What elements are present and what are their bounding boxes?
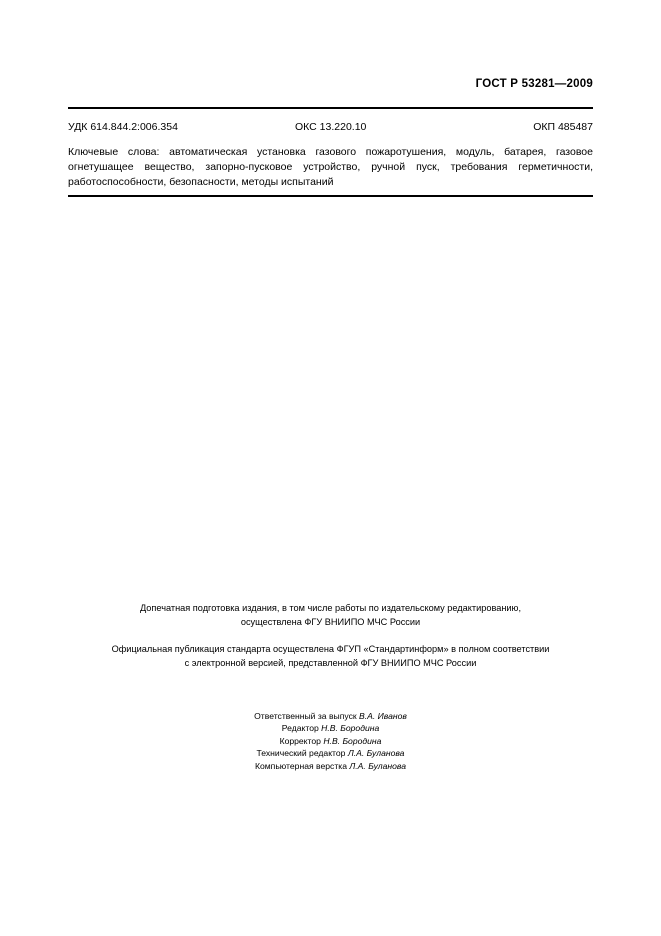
credit-role: Ответственный за выпуск: [254, 711, 360, 721]
official-publication-note: [68, 643, 593, 670]
classifier-codes-row: [68, 120, 593, 134]
official-note-line-1: Официальная публикация стандарта осуществлена ФГУП «Стандартинформ» в полном соответствии: [111, 644, 550, 654]
prepress-note-line-2: осуществлена ФГУ ВНИИПО МЧС России: [240, 616, 421, 627]
header-rule-bottom: [68, 195, 593, 197]
header-rule-top: [68, 107, 593, 109]
credit-role: Технический редактор: [256, 748, 348, 759]
credit-line: [68, 710, 593, 722]
credit-name: Л.А. Буланова: [347, 748, 405, 759]
credits-block: [68, 710, 593, 772]
prepress-note: [68, 602, 593, 629]
credit-name: Л.А. Буланова: [349, 760, 407, 771]
credit-name: В.А. Иванов: [359, 711, 407, 721]
credit-name: Н.В. Бородина: [323, 735, 382, 746]
credit-role: Корректор: [279, 735, 324, 746]
credit-role: Редактор: [281, 723, 322, 734]
document-standard-header: ГОСТ Р 53281—2009: [475, 78, 593, 90]
credit-line: [68, 735, 593, 747]
credit-line: [68, 722, 593, 734]
credit-line: [68, 760, 593, 772]
credit-role: Компьютерная верстка: [254, 760, 350, 771]
udk-code: УДК 614.844.2:006.354: [68, 121, 178, 133]
credit-name: Н.В. Бородина: [321, 723, 380, 734]
okp-code: ОКП 485487: [533, 121, 593, 133]
official-note-line-2: с электронной версией, представленной ФГУ ВНИИПО МЧС России: [184, 657, 477, 668]
keywords-paragraph: Ключевые слова: автоматическая установка газового пожаротушения, модуль, батарея, газовое огнетушащее вещество, запорно-пусковое устройство, ручной пуск, требования герметичности, работоспособности, безопасности, методы испытаний: [68, 146, 593, 189]
credit-line: [68, 747, 593, 759]
prepress-note-line-1: Допечатная подготовка издания, в том числе работы по издательскому редактированию,: [139, 603, 521, 613]
oks-code: ОКС 13.220.10: [295, 121, 367, 133]
